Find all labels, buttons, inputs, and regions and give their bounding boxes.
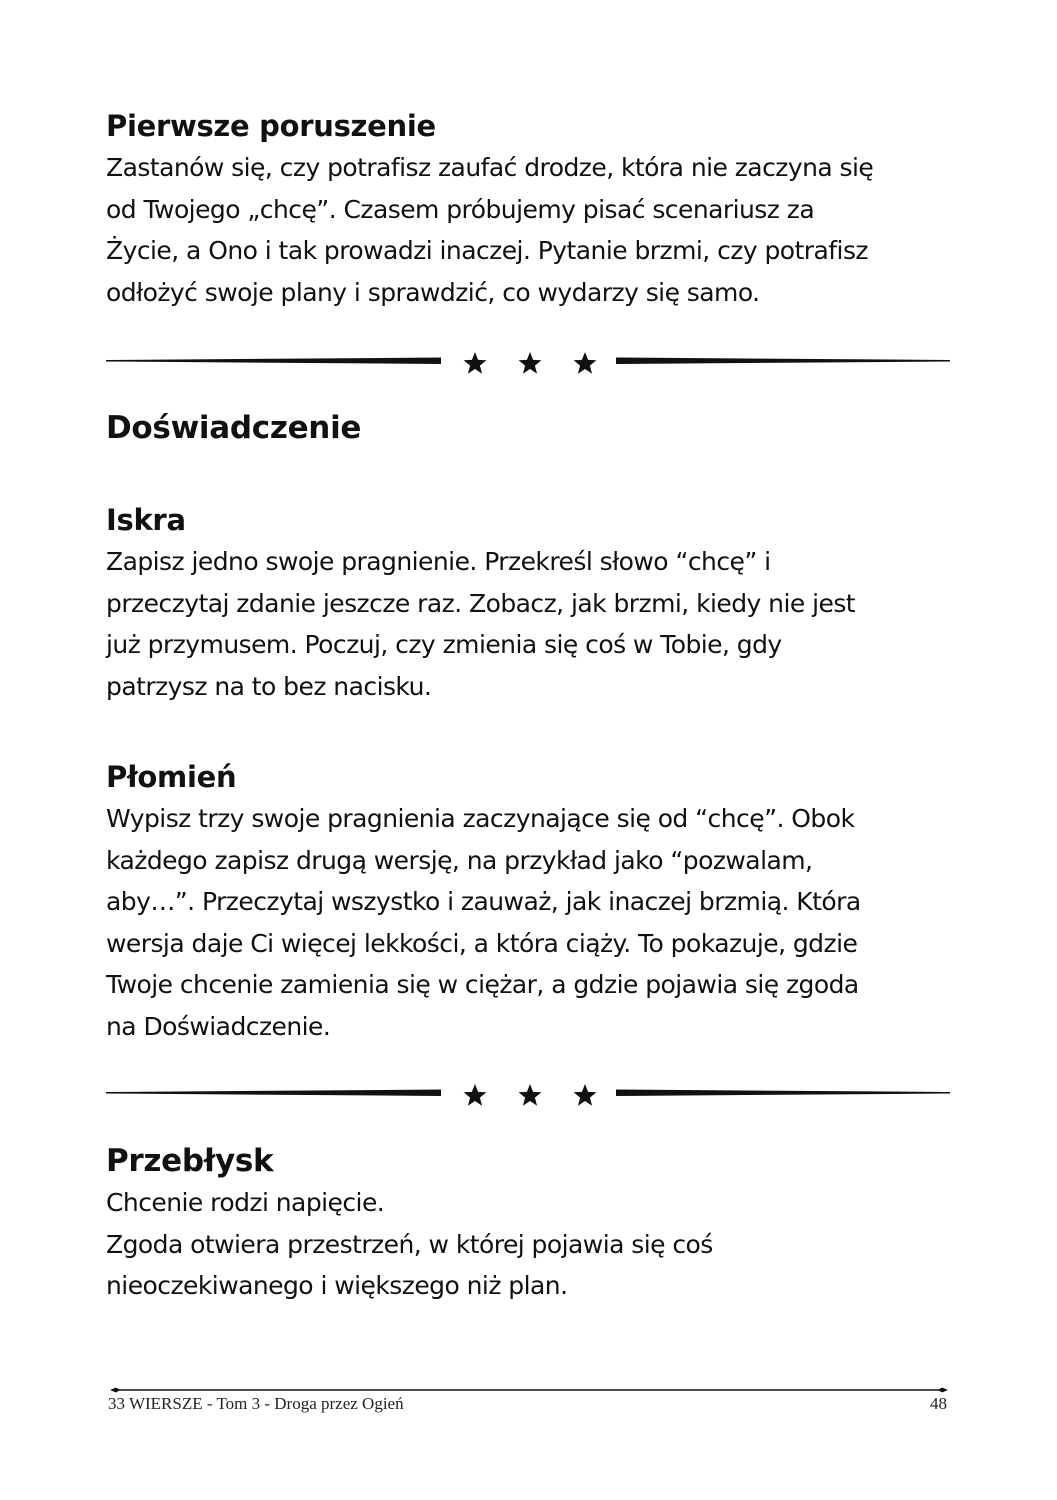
subsection-iskra <box>106 500 956 707</box>
star-icon <box>464 1084 487 1106</box>
page-number: 48 <box>930 1394 947 1413</box>
text-line: na Doświadczenie. <box>106 1011 331 1041</box>
text-line: od Twojego „chcę”. Czasem próbujemy pisać scenariusz za <box>106 194 815 224</box>
text-line: Wypisz trzy swoje pragnienia zaczynające się od “chcę”. Obok <box>106 804 855 833</box>
subsection-plomien <box>106 757 956 1047</box>
section-paragraph <box>106 1182 956 1307</box>
ornamental-divider <box>106 1079 950 1109</box>
star-icon <box>464 352 487 374</box>
text-line: Zgoda otwiera przestrzeń, w której pojawia się coś <box>106 1229 713 1259</box>
footer-rule <box>110 1381 948 1393</box>
star-icon <box>519 352 542 374</box>
text-line: Zapisz jedno swoje pragnienie. Przekreśl słowo “chcę” i <box>106 547 771 576</box>
text-line: aby…”. Przeczytaj wszystko i zauważ, jak inaczej brzmią. Która <box>106 887 861 916</box>
section-heading: Pierwsze poruszenie <box>106 109 436 143</box>
text-line: odłożyć swoje plany i sprawdzić, co wydarzy się samo. <box>106 277 760 307</box>
section-heading: Przebłysk <box>106 1143 274 1179</box>
text-line: wersja daje Ci więcej lekkości, a która ciąży. To pokazuje, gdzie <box>106 928 858 958</box>
text-line: już przymusem. Poczuj, czy zmienia się coś w Tobie, gdy <box>106 630 782 659</box>
text-line: Zastanów się, czy potrafisz zaufać drodze, która nie zaczyna się <box>106 153 874 182</box>
ornamental-divider <box>106 347 950 377</box>
subsection-paragraph <box>106 541 956 707</box>
text-line: patrzysz na to bez nacisku. <box>106 671 432 701</box>
text-line: przeczytaj zdanie jeszcze raz. Zobacz, jak brzmi, kiedy nie jest <box>106 588 856 618</box>
text-line: Twoje chcenie zamienia się w ciężar, a gdzie pojawia się zgoda <box>106 970 859 999</box>
star-icon <box>574 352 597 374</box>
section-paragraph <box>106 147 956 313</box>
subsection-heading: Płomień <box>106 760 237 794</box>
text-line: każdego zapisz drugą wersję, na przykład jako “pozwalam, <box>106 845 813 875</box>
section-heading: Doświadczenie <box>106 410 362 446</box>
diamond-ornament-icon <box>938 1388 948 1393</box>
section-experience <box>106 408 956 449</box>
text-line: nieoczekiwanego i większego niż plan. <box>106 1271 568 1300</box>
footer-book-title: 33 WIERSZE - Tom 3 - Droga przez Ogień <box>108 1394 404 1413</box>
section-przeblysk <box>106 1141 956 1307</box>
subsection-paragraph <box>106 798 956 1047</box>
star-icon <box>574 1084 597 1106</box>
text-line: Życie, a Ono i tak prowadzi inaczej. Pytanie brzmi, czy potrafisz <box>106 236 868 265</box>
subsection-heading: Iskra <box>106 503 186 537</box>
section-first-movement <box>106 106 956 313</box>
text-line: Chcenie rodzi napięcie. <box>106 1188 385 1217</box>
star-icon <box>519 1084 542 1106</box>
diamond-ornament-icon <box>110 1388 120 1393</box>
